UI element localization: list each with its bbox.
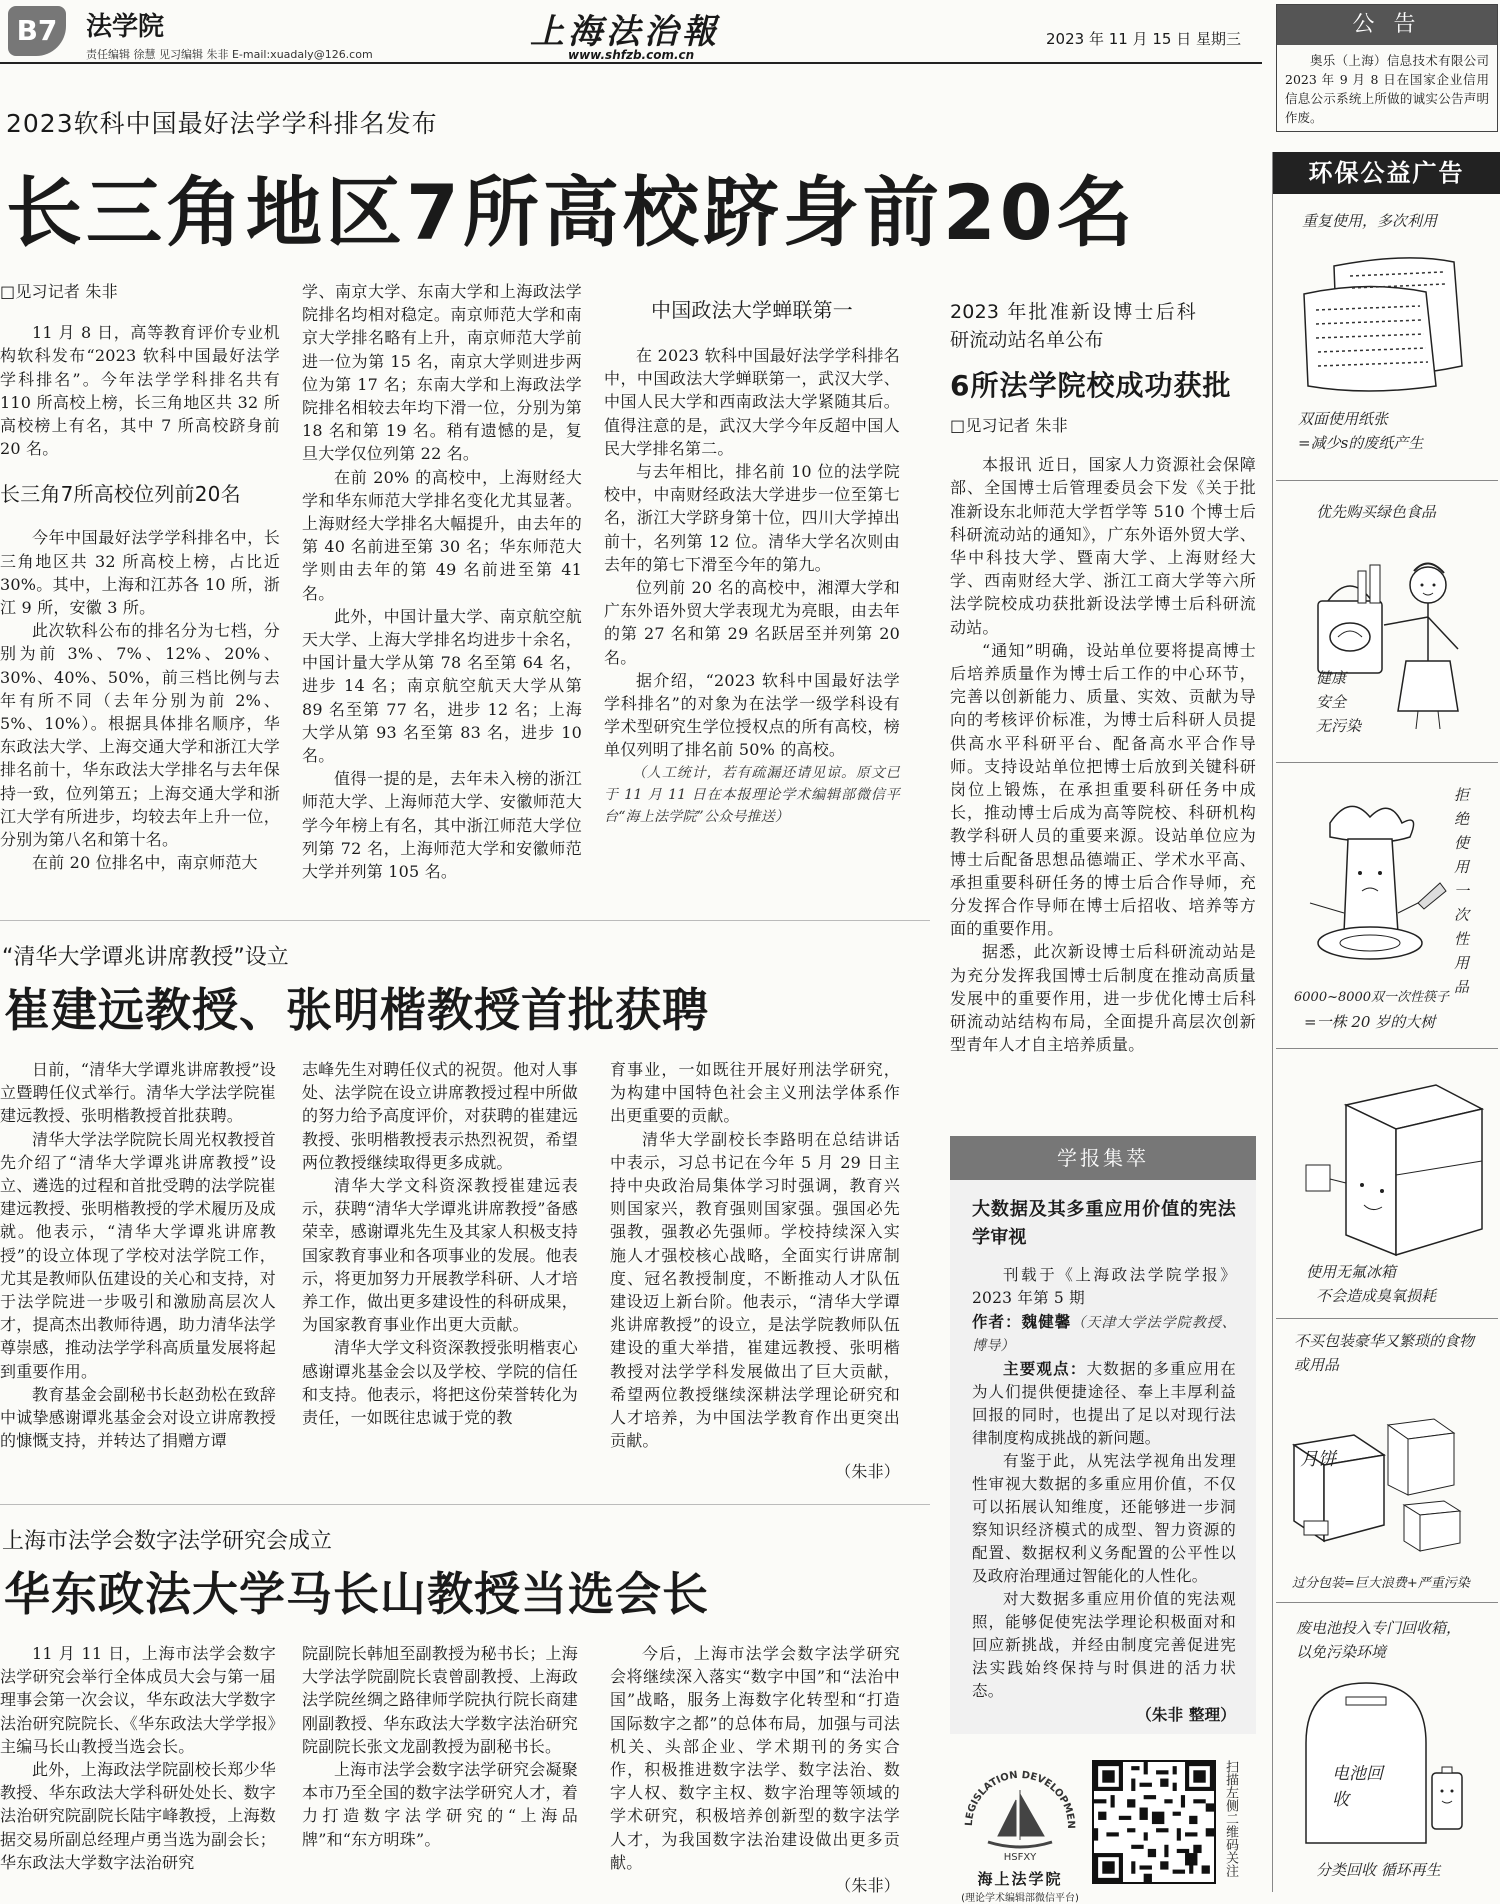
- article3-col2-p2: 清华大学文科资深教授崔建远表示，获聘“清华大学谭兆讲席教授”备感荣幸，感谢谭兆先生及其家人积极支持国家教育事业和各项事业的发展。他表示，将更加努力开展教学科研、人才培养工作，做出更多建设性的科研成果，为国家教育事业作出更大贡献。: [302, 1176, 578, 1335]
- article1-col1b-p3: 在前 20 位排名中，南京师范大: [32, 853, 258, 873]
- article1-col2-p4: 值得一提的是，去年未入榜的浙江师范大学、上海师范大学、安徽师范大学今年榜上有名，其中浙江师范大学位列第 72 名，上海师范大学和安徽师范大学并列第 105 名。: [302, 769, 582, 882]
- article4-sign: （朱非）: [835, 1876, 900, 1896]
- journal-author-label: 作者：: [972, 1312, 1022, 1331]
- journal-view-label: 主要观点：: [1003, 1359, 1087, 1378]
- eco-panel-packaging-title: 不买包装豪华又繁琐的食物或用品: [1294, 1332, 1475, 1374]
- eco-panel-fridge: [1276, 1048, 1498, 1318]
- article3-col2-p3: 清华大学文科资深教授张明楷衷心感谢谭兆基金会以及学校、学院的信任和支持。他表示，将把这份荣誉转化为责任，一如既往忠诚于党的教: [302, 1338, 578, 1428]
- divider-2: [0, 1504, 930, 1505]
- eco-panel-paper-caption2: =减少s的废纸产生: [1298, 434, 1424, 452]
- eco-ad-title: 环保公益广告: [1273, 152, 1500, 194]
- journal-body: [950, 1180, 1256, 1726]
- notice-body: 奥乐（上海）信息技术有限公司 2023 年 9 月 8 日在国家企业信用信息公示系统上所做的诚实公告声明作废。: [1285, 53, 1489, 125]
- eco-panel-disposables: [1276, 762, 1498, 1048]
- article1-note: （人工统计，若有疏漏还请见谅。原文已于 11 月 11 日在本报理论学术编辑部微信平台“海上法学院”公众号推送）: [604, 764, 900, 825]
- logo-name: 海上法学院: [977, 1870, 1063, 1888]
- eco-panel-battery-box-label: 电池回收: [1332, 1764, 1383, 1810]
- article2-byline: □见习记者 朱非: [950, 416, 1068, 435]
- article1-col3-p3: 位列前 20 名的高校中，湘潭大学和广东外语外贸大学表现尤为亮眼，由去年的第 27 名和第 29 名跃居至并列第 20 名。: [604, 578, 900, 667]
- hsfxy-logo: [958, 1756, 1082, 1904]
- divider-1: [0, 920, 930, 921]
- journal-sign: （朱非 整理）: [1136, 1705, 1236, 1724]
- page-header: [0, 0, 1262, 64]
- article2-headline: 6所法学院校成功获批: [950, 369, 1232, 402]
- logo-ring-text: LEGISLATION DEVELOPMEN: [963, 1769, 1077, 1830]
- journal-title: 大数据及其多重应用价值的宪法学审视: [972, 1199, 1236, 1248]
- logo-sub: (理论学术编辑部微信平台): [961, 1893, 1079, 1904]
- hsfxy-emblem-icon: [958, 1756, 1082, 1864]
- eco-panel-packaging-box-label: 月饼: [1300, 1449, 1336, 1470]
- article4-col3-p1: 今后，上海市法学会数字法学研究会将继续深入落实“数字中国”和“法治中国”战略，服务上海数字化转型和“打造国际数字之都”的总体布局，加强与司法机关、头部企业、学术期刊的务实合作，积极推进数字法学、数字法治、数字人权、数字主权、数字治理等领域的学术研究，积极培养创新型的数字法学人才，为我国数字法治建设做出更多贡献。: [610, 1644, 900, 1872]
- eco-panel-green-food-caption1: 健康: [1316, 669, 1347, 687]
- article4-col2-p1: 院副院长韩旭至副教授为秘书长；上海大学法学院副院长袁曾副教授、上海政法学院丝绸之路律师学院执行院长商建刚副教授、华东政法大学数字法治研究院副院长张文龙副教授为副秘书长。: [302, 1644, 578, 1756]
- article3-col3: [610, 1058, 900, 1484]
- article1-kicker: 2023软科中国最好法学学科排名发布: [6, 109, 438, 138]
- article1-col3-p2: 与去年相比，排名前 10 位的法学院校中，中南财经政法大学进步一位至第七名，浙江大学跻身第十位，四川大学掉出前十，名列第 12 位。清华大学名次则由去年的第七下滑至今年的第九。: [604, 462, 900, 574]
- article2-p3: 据悉，此次新设博士后科研流动站是为充分发挥我国博士后制度在推动高质量发展中的重要作用，进一步优化博士后科研流动站结构布局，全面提升高层次创新型青年人才自主培养质量。: [950, 942, 1256, 1055]
- eco-panel-disposables-title: 拒绝使用一次性用品: [1454, 786, 1470, 996]
- eco-panel-fridge-title: 使用无氟冰箱: [1306, 1263, 1397, 1281]
- journal-view: [972, 1357, 1236, 1450]
- masthead: 上海法治報: [530, 12, 720, 52]
- article1-subhead1: 长三角7所高校位列前20名: [0, 482, 241, 507]
- article4-col3: [610, 1642, 900, 1897]
- eco-panel-green-food-title: 优先购买绿色食品: [1316, 503, 1437, 521]
- journal-author-line: [972, 1310, 1236, 1357]
- qr-code[interactable]: [1092, 1760, 1216, 1884]
- qr-code-icon: [1094, 1762, 1214, 1882]
- eco-panel-green-food-caption3: 无污染: [1316, 717, 1362, 735]
- eco-panel-paper: [1276, 196, 1498, 468]
- article2-p1: 本报讯 近日，国家人力资源社会保障部、全国博士后管理委员会下发《关于批准新设东北师范大学哲学等 510 个博士后科研流动站的通知》，广东外语外贸大学、华中科技大学、暨南大学、上海财经大学、西南财经大学、浙江工商大学等六所法学院校成功获批新设法学博士后科研流动站。: [950, 455, 1256, 637]
- article3-col1-p2: 清华大学法学院院长周光权教授首先介绍了“清华大学谭兆讲席教授”设立、遴选的过程和首批受聘的法学院崔建远教授、张明楷教授的学术履历及成就。他表示，“清华大学谭兆讲席教授”的设立体现了学校对法学院工作，尤其是教师队伍建设的关心和支持，对于法学院进一步吸引和激励高层次人才，提高杰出教师待遇，助力清华法学尊崇感，推动法学学科高质量发展将起到重要作用。: [0, 1129, 276, 1381]
- journal-box: [950, 1136, 1256, 1734]
- eco-panel-battery-title1: 废电池投入专门回收箱，: [1296, 1619, 1462, 1637]
- qr-scan-text: 扫描左侧二维码关注: [1223, 1760, 1238, 1877]
- article4-headline: 华东政法大学马长山教授当选会长: [4, 1567, 709, 1621]
- journal-view-text: 大数据的多重应用在为人们提供便捷途径、奉上丰厚利益回报的同时，也提出了足以对现行法律制度构成挑战的新问题。: [972, 1360, 1236, 1447]
- article3-headline: 崔建远教授、张明楷教授首批获聘: [4, 983, 709, 1037]
- eco-panel-paper-caption1: 双面使用纸张: [1298, 410, 1389, 428]
- page-badge-text: B7: [16, 14, 58, 47]
- article4-col1-p2: 此外，上海政法学院副校长郑少华教授、华东政法大学科研处处长、数字法治研究院副院长陆宇峰教授，上海数据交易所副总经理卢勇当选为副会长；华东政法大学数字法治研究: [0, 1760, 276, 1872]
- eco-panel-battery: [1276, 1602, 1498, 1892]
- journal-author-note: （天津大学法学院教授、博导）: [972, 1315, 1236, 1354]
- article4-col2-p2: 上海市法学会数字法学研究会凝聚本市乃至全国的数字法学研究人才，着力打造数字法学研究的“上海品牌”和“东方明珠”。: [302, 1760, 578, 1849]
- article1-col2: [302, 280, 582, 883]
- eco-panel-green-food: [1276, 480, 1498, 762]
- svg-text:LEGISLATION DEVELOPMENT: [958, 1756, 1076, 1829]
- eco-panel-packaging-caption: 过分包装=巨大浪费+严重污染: [1292, 1576, 1470, 1591]
- journal-p1: 有鉴于此，从宪法学视角出发理性审视大数据的多重应用价值，不仅可以拓展认知维度，还能够进一步洞察知识经济模式的成型、智力资源的配置、数据权利义务配置的公平性以及政府治理通过智能化的人性化。: [972, 1452, 1236, 1585]
- article1-col3-p1: 在 2023 软科中国最好法学学科排名中，中国政法大学蝉联第一，武汉大学、中国人民大学和西南政法大学紧随其后。值得注意的是，武汉大学今年反超中国人民大学排名第二。: [604, 346, 900, 458]
- paper-sheets-icon: [1286, 246, 1486, 396]
- eco-panel-packaging: [1276, 1318, 1498, 1602]
- article4-col1-p1: 11 月 11 日，上海市法学会数字法学研究会举行全体成员大会与第一届理事会第一次会议，华东政法大学数字法治研究院院长、《华东政法大学学报》主编马长山教授当选会长。: [0, 1644, 276, 1756]
- eco-panel-disposables-caption2: =一株 20 岁的大树: [1304, 1013, 1436, 1031]
- article1-col1-p1: 11 月 8 日，高等教育评价专业机构软科发布“2023 软科中国最好法学学科排名”。今年法学学科排名共有 110 所高校上榜，长三角地区共 32 所高校榜上有名，其中 7 所高校跻身前 20 名。: [0, 323, 280, 459]
- article1-col3-p4: 据介绍，“2023 软科中国最好法学学科排名”的对象为在法学一级学科设有学术型研究生学位授权点的所有高校，榜单仅列明了排名前 50% 的高校。: [604, 670, 900, 760]
- journal-source: 刊载于《上海政法学院学报》2023 年第 5 期: [972, 1266, 1236, 1307]
- eco-panel-fridge-caption: 不会造成臭氧损耗: [1316, 1287, 1437, 1305]
- article3-col3-p2: 清华大学副校长李路明在总结讲话中表示，习总书记在今年 5 月 29 日主持中央政治局集体学习时强调，教育兴则国家兴，教育强则国家强。强国必先强教，强教必先强师。学校持续深入实施人才强校核心战略，全面实行讲席制度、冠名教授制度，不断推动人才队伍建设迈上新台阶。他表示，“清华大学谭兆讲席教授”的设立，是法学院教师队伍建设的重大举措，崔建远教授、张明楷教授对法学学科发展做出了巨大贡献，希望两位教授继续深耕法学理论研究和人才培养，为中国法学教育作出更突出贡献。: [610, 1129, 900, 1451]
- article1-subhead3: 中国政法大学蝉联第一: [651, 298, 853, 322]
- page-badge: [8, 6, 66, 56]
- article1-col1: [0, 280, 280, 874]
- article3-col1-p3: 教育基金会副秘书长赵劲松在致辞中诚挚感谢谭兆基金会对设立讲席教授的慷慨支持，并转达了捐赠方谭: [0, 1384, 276, 1451]
- article1-col2-p1: 学、南京大学、东南大学和上海政法学院排名均相对稳定。南京师范大学和南京大学排名略有上升，南京师范大学前进一位为第 15 名，南京大学则进步两位为第 17 名；东南大学和上海政法学院排名相较去年均下滑一位，分别为第 18 名和第 19 名。稍有遗憾的是，复旦大学仅位列第 22 名。: [302, 282, 582, 464]
- notice-title: 公 告: [1277, 5, 1497, 45]
- article4-col2: [302, 1642, 578, 1851]
- journal-author: 魏健馨: [1021, 1312, 1072, 1331]
- article1-col3: [604, 296, 900, 828]
- article1-col2-p2: 在前 20% 的高校中，上海财经大学和华东师范大学排名变化尤其显著。上海财经大学排名大幅提升，由去年的第 40 名前进至第 30 名；华东师范大学则由去年的第 49 名前进至第 41 名。: [302, 467, 582, 603]
- article4-kicker: 上海市法学会数字法学研究会成立: [2, 1529, 333, 1554]
- notice-box: [1276, 4, 1498, 132]
- article2-p2: “通知”明确，设站单位要将提高博士后培养质量作为博士后工作的中心环节，完善以创新能力、质量、实效、贡献为导向的考核评价标准，为博士后科研人员提供高水平科研平台、配备高水平合作导师。支持设站单位把博士后放到关键科研岗位上锻炼，在承担重要科研任务中成长，推动博士后成为高等院校、科研机构教学科研人员的重要来源。设站单位应为博士后配备思想品德端正、学术水平高、承担重要科研任务的博士后合作导师，充分发挥合作导师在博士后招收、培养等方面的重要作用。: [950, 640, 1256, 939]
- article1-headline: 长三角地区7所高校跻身前20名: [6, 168, 1137, 257]
- article3-col1-p1: 日前，“清华大学谭兆讲席教授”设立暨聘任仪式举行。清华大学法学院崔建远教授、张明楷教授首批获聘。: [0, 1060, 276, 1126]
- issue-date: 2023 年 11 月 15 日 星期三: [1046, 30, 1241, 48]
- article1-col1b-p2: 此次软科公布的排名分为七档，分别为前 3%、7%、12%、20%、30%、40%、50%，前三档比例与去年有所不同（去年分别为前 2%、5%、10%）。根据具体排名顺序，华东政法大学、上海交通大学和浙江大学排名前十，华东政法大学排名与去年保持一致，位列第五；上海交通大学和浙江大学有所进步，均较去年上升一位，分别为第八名和第十名。: [0, 621, 280, 850]
- eco-panel-battery-title2: 以免污染环境: [1296, 1643, 1387, 1661]
- journal-p2: 对大数据多重应用价值的宪法观照，能够促使宪法学理论积极面对和回应新挑战，并经由制度完善促进宪法实践始终保持与时俱进的活力状态。: [972, 1590, 1236, 1700]
- article2: [950, 298, 1256, 1056]
- article3-col3-p1: 育事业，一如既往开展好刑法学研究，为构建中国特色社会主义刑法学体系作出更重要的贡献。: [610, 1060, 900, 1126]
- article3-kicker: “清华大学谭兆讲席教授”设立: [2, 945, 289, 970]
- eco-panel-paper-title: 重复使用，多次利用: [1302, 212, 1438, 230]
- eco-panel-disposables-caption1: 6000~8000双一次性筷子: [1294, 990, 1450, 1005]
- article1-byline: □见习记者 朱非: [0, 282, 118, 301]
- article2-kicker: 2023 年批准新设博士后科研流动站名单公布: [950, 301, 1196, 351]
- article1-col2-p3: 此外，中国计量大学、南京航空航天大学、上海大学排名均进步十余名，中国计量大学从第 78 名至第 64 名，进步 14 名；南京航空航天大学从第 89 名至第 77 名，进步 12 名；上海大学从第 93 名至第 83 名，进步 10 名。: [302, 606, 582, 766]
- journal-section-title: 学报集萃: [950, 1136, 1256, 1180]
- logo-abbr: HSFXY: [1003, 1852, 1037, 1863]
- article3-col1: [0, 1058, 276, 1452]
- tree-stump-icon: [1290, 793, 1450, 993]
- article4-col1: [0, 1642, 276, 1874]
- section-name: 法学院: [86, 12, 165, 42]
- eco-panel-green-food-caption2: 安全: [1316, 693, 1347, 711]
- article3-col2-p1: 志峰先生对聘任仪式的祝贺。他对人事处、法学院在设立讲席教授过程中所做的努力给予高度评价，对获聘的崔建远教授、张明楷教授表示热烈祝贺，希望两位教授继续取得更多成就。: [302, 1060, 578, 1172]
- masthead-url[interactable]: www.shfzb.com.cn: [568, 48, 695, 62]
- fridge-icon: [1286, 1065, 1486, 1255]
- editors-line: 责任编辑 徐慧 见习编辑 朱非 E-mail:xuadaly@126.com: [86, 48, 373, 61]
- article1-col1b-p1: 今年中国最好法学学科排名中，长三角地区共 32 所高校上榜，占比近 30%。其中，上海和江苏各 10 所，浙江 9 所，安徽 3 所。: [0, 528, 280, 618]
- article3-sign: （朱非）: [835, 1462, 900, 1482]
- eco-panel-battery-caption: 分类回收 循环再生: [1316, 1861, 1441, 1879]
- article3-col2: [302, 1058, 578, 1429]
